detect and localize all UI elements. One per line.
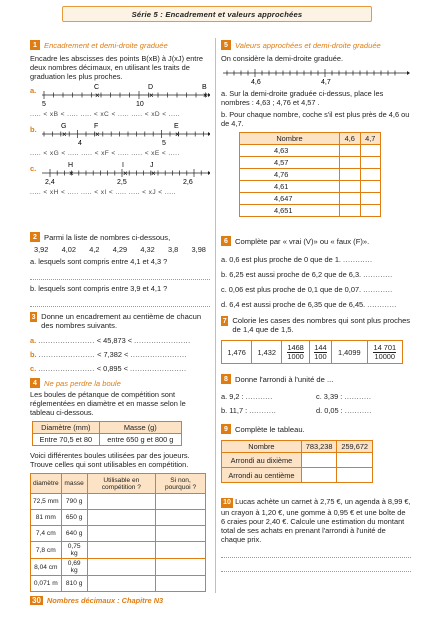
svg-text:4: 4 xyxy=(78,140,82,147)
exercise-number: 1 xyxy=(30,40,40,50)
column-divider xyxy=(215,38,216,593)
point-mark: × xyxy=(203,91,208,100)
rounding-table: Nombre 783,238 259,672 Arrondi au dixième Arrondi au centième xyxy=(221,440,373,483)
svg-text:G: G xyxy=(61,123,67,130)
svg-text:c.: c. xyxy=(30,164,37,173)
answer-line[interactable] xyxy=(30,293,210,307)
svg-text:×: × xyxy=(151,169,156,178)
series-title: Série 5 : Encadrement et valeurs approchées xyxy=(62,6,372,22)
label-a: a. xyxy=(30,86,37,95)
exercise-8: 8 Donne l'arrondi à l'unité de ... a. 9,2 : ........... c. 3,39 : ........... b. 11,7 : ........... d. 0,05 : ........... xyxy=(221,374,372,415)
page-number: 30 xyxy=(32,596,41,605)
blanks-b[interactable]: ..... < xG < ..... ..... < xF < ..... ..... < xE < ..... xyxy=(30,150,180,157)
svg-text:b.: b. xyxy=(30,125,37,134)
point-mark: × xyxy=(149,91,154,100)
exercise-7: 7 Colorie les cases des nombres qui sont plus proches de 1,4 que de 1,5. 1,476 1,432 $\frac{1468}{1000}$ $\frac{144}{100}$ 1,4099 $\frac{14 701}{10000}$ xyxy=(221,316,411,364)
exercise-3: 3 Donne un encadrement au centième de chacun des nombres suivants. a. ....................... < 45,873 < ....................... b. ....................... < 7,382 < ....................... c. ....................... < 0,895 < ....................... xyxy=(30,312,210,376)
point-label: D xyxy=(148,84,154,91)
svg-text:H: H xyxy=(68,162,74,169)
svg-text:×: × xyxy=(123,169,128,178)
svg-text:4,7: 4,7 xyxy=(321,79,331,86)
svg-text:×: × xyxy=(69,169,74,178)
bound-a[interactable]: a. ....................... < 45,873 < ....................... xyxy=(30,336,191,345)
svg-text:I: I xyxy=(122,162,124,169)
svg-text:E: E xyxy=(174,123,179,130)
exercise-1 xyxy=(30,40,210,196)
exercise-9: 9 Complète le tableau. Nombre 783,238 259,672 Arrondi au dixième Arrondi au centième xyxy=(221,424,411,483)
point-label: C xyxy=(94,84,100,91)
number-line-5 xyxy=(221,65,411,87)
exercise-6: 6 Complète par « vrai (V)» ou « faux (F)». a. 0,6 est plus proche de 0 que de 1. ............ b. 6,25 est aussi proche de 6,2 que de 6,3. ............ c. 0,06 est plus proche de 0,1 que de 0,07. ............ d. 6,4 est aussi proche de 6,35 que de 6,45. ............ xyxy=(221,236,397,309)
question-a: a. lesquels sont compris entre 4,1 et 4,3 ? xyxy=(30,257,168,266)
svg-text:×: × xyxy=(95,130,100,139)
exercise-2: 2 Parmi la liste de nombres ci-dessous, 3,92 4,02 4,2 4,29 4,32 3,8 3,98 a. lesquels sont compris entre 4,1 et 4,3 ? b. lesquels sont compris entre 3,9 et 4,1 ? xyxy=(30,232,210,307)
svg-text:4,6: 4,6 xyxy=(251,79,261,86)
exercise-title: Encadrement et demi-droite graduée xyxy=(44,40,168,50)
svg-text:F: F xyxy=(94,123,99,130)
point-mark: × xyxy=(95,91,100,100)
svg-text:J: J xyxy=(150,162,154,169)
number-list: 3,92 4,02 4,2 4,29 4,32 3,8 3,98 xyxy=(34,245,206,254)
svg-text:5: 5 xyxy=(162,140,166,147)
svg-text:×: × xyxy=(62,130,67,139)
bound-b[interactable]: b. ....................... < 7,382 < ....................... xyxy=(30,350,187,359)
point-label: B xyxy=(202,84,207,91)
exercise-5: 5 Valeurs approchées et demi-droite graduée On considère la demi-droite graduée. 4,6 4,7 a. Sur la demi-droite graduée ci-dessus, place les nombres : 4,63 ; 4,76 et 4,57 . b. Pour chaque nombre, coche s'il est plus près de 4,6 ou de 4,7. Nombre 4,6 4,7 4,63 4,57 4,76 4,61 4,647 4,651 xyxy=(221,40,410,215)
number-line-a xyxy=(30,83,210,109)
question-b: b. lesquels sont compris entre 3,9 et 4,1 ? xyxy=(30,284,168,293)
svg-text:2,5: 2,5 xyxy=(117,179,127,186)
svg-text:×: × xyxy=(175,130,180,139)
number-line-b xyxy=(30,122,210,148)
balls-table: diamètre masse Utilisable en compétition ? Si non, pourquoi ? 72,5 mm 790 g 81 mm 650 g 7,4 cm 640 g 7,8 cm 0,75 kg 8,04 cm 0,69 kg 0,071 m 810 g xyxy=(30,473,206,592)
tick-label: 10 xyxy=(136,101,144,108)
page-footer xyxy=(30,596,163,605)
blanks-c[interactable]: ..... < xH < ..... ..... < xI < ..... ..... < xJ < ..... xyxy=(30,189,176,196)
svg-text:2,6: 2,6 xyxy=(183,179,193,186)
exercise-intro: Encadre les abscisses des points B(xB) à J(xJ) entre deux nombres décimaux, en utilisant les traits de graduation les plus proches. xyxy=(30,54,203,81)
number-line-c xyxy=(30,161,210,187)
regulation-table: Diamètre (mm) Masse (g) Entre 70,5 et 80 entre 650 g et 800 g xyxy=(32,421,182,446)
svg-text:2,4: 2,4 xyxy=(45,179,55,186)
blanks-a[interactable]: ..... < xB < ..... ..... < xC < ..... ..... < xD < ..... xyxy=(30,111,180,118)
color-cells-table: 1,476 1,432 $\frac{1468}{1000}$ $\frac{144}{100}$ 1,4099 $\frac{14 701}{10000}$ xyxy=(221,340,403,364)
closeness-table: Nombre 4,6 4,7 4,63 4,57 4,76 4,61 4,647 4,651 xyxy=(239,132,381,217)
chapter-title: Nombres décimaux : Chapitre N3 xyxy=(46,596,164,605)
exercise-4: 4 Ne pas perdre la boule Les boules de pétanque de compétition sont réglementées en diamètre et en masse selon le tableau ci-dessous. Diamètre (mm) Masse (g) Entre 70,5 et 80 entre 650 g et 800 g Voici différentes boules utilisées par des joueurs. Trouve celles qui sont utilisables en compétition. diamètre masse Utilisable en compétition ? Si non, pourquoi ? 72,5 mm 790 g 81 mm 650 g 7,4 cm 640 g 7,8 cm 0,75 kg 8,04 cm 0,69 kg 0,071 m 810 g xyxy=(30,378,210,592)
exercise-10: 10 Lucas achète un carnet à 2,75 €, un agenda à 8,99 €, un crayon à 1,20 €, une gomme à 0,95 € et une boîte de 6 craies pour 2,40 €. Calcule une estimation du montant total de ses achats en prenant l'arrondi à l'unité de chaque prix. xyxy=(221,497,411,572)
answer-line[interactable] xyxy=(30,266,210,280)
tick-label: 5 xyxy=(42,101,46,108)
bound-c[interactable]: c. ....................... < 0,895 < ....................... xyxy=(30,364,187,373)
